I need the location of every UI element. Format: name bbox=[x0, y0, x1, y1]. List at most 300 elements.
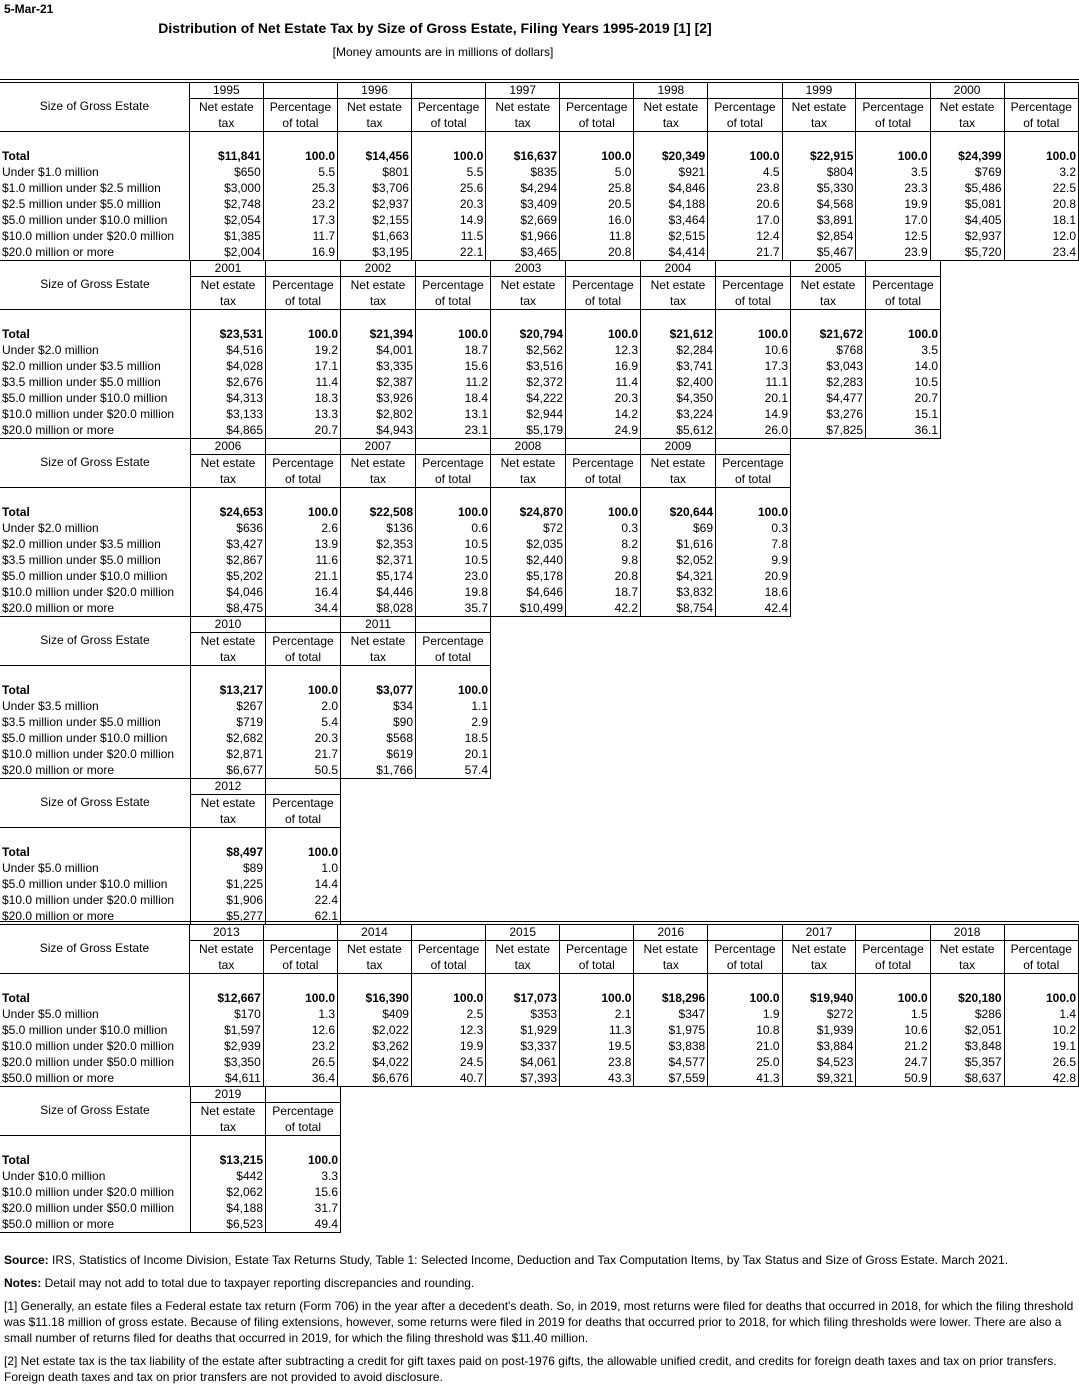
percentage-header: Percentage bbox=[716, 277, 791, 294]
spacer-cell bbox=[0, 974, 189, 991]
net-estate-tax-header: Net estate bbox=[189, 99, 263, 116]
percentage-value: 2.5 bbox=[411, 1006, 485, 1022]
net-estate-tax-value: $4,523 bbox=[782, 1054, 856, 1070]
size-class-label: $50.0 million or more bbox=[0, 1070, 189, 1087]
percentage-value: 22.4 bbox=[266, 892, 341, 908]
net-estate-tax-value: $3,337 bbox=[486, 1038, 560, 1054]
spacer-cell bbox=[266, 1136, 341, 1153]
net-estate-tax-value: $442 bbox=[191, 1168, 266, 1184]
percentage-value: 100.0 bbox=[560, 148, 634, 164]
percentage-header: Percentage bbox=[266, 1103, 341, 1120]
net-estate-tax-value: $19,940 bbox=[782, 990, 856, 1006]
percentage-header: of total bbox=[716, 293, 791, 310]
net-estate-tax-value: $835 bbox=[486, 164, 560, 180]
net-estate-tax-value: $921 bbox=[634, 164, 708, 180]
percentage-value: 40.7 bbox=[411, 1070, 485, 1087]
net-estate-tax-value: $21,394 bbox=[341, 326, 416, 342]
spacer-cell bbox=[566, 488, 641, 505]
size-column-header bbox=[0, 616, 191, 666]
net-estate-tax-value: $17,073 bbox=[486, 990, 560, 1006]
net-estate-tax-value: $10,499 bbox=[491, 600, 566, 617]
spacer-cell bbox=[189, 132, 263, 149]
net-estate-tax-value: $3,000 bbox=[189, 180, 263, 196]
percentage-value: 11.1 bbox=[716, 374, 791, 390]
percentage-header: Percentage bbox=[416, 633, 491, 650]
table-row bbox=[0, 1200, 341, 1216]
net-estate-tax-value: $619 bbox=[341, 746, 416, 762]
percentage-value: 2.1 bbox=[560, 1006, 634, 1022]
year-header: 2000 bbox=[930, 82, 1004, 99]
net-estate-tax-value: $4,061 bbox=[486, 1054, 560, 1070]
net-estate-tax-header: tax bbox=[491, 471, 566, 488]
year-header-blank bbox=[416, 438, 491, 455]
total-row bbox=[0, 682, 491, 698]
spacer-cell bbox=[930, 132, 1004, 149]
percentage-value: 19.1 bbox=[1004, 1038, 1078, 1054]
percentage-value: 23.4 bbox=[1004, 244, 1078, 261]
percentage-value: 100.0 bbox=[263, 148, 337, 164]
percentage-value: 5.5 bbox=[411, 164, 485, 180]
percentage-value: 18.7 bbox=[416, 342, 491, 358]
net-estate-tax-value: $804 bbox=[782, 164, 856, 180]
net-estate-tax-value: $2,004 bbox=[189, 244, 263, 261]
percentage-value: 8.2 bbox=[566, 536, 641, 552]
net-estate-tax-value: $3,043 bbox=[791, 358, 866, 374]
table-row bbox=[0, 746, 491, 762]
net-estate-tax-value: $4,577 bbox=[634, 1054, 708, 1070]
percentage-value: 36.1 bbox=[866, 422, 941, 439]
percentage-value: 11.3 bbox=[560, 1022, 634, 1038]
notes-note bbox=[4, 1275, 1074, 1291]
size-class-label: $5.0 million under $10.0 million bbox=[0, 390, 191, 406]
table-row bbox=[0, 860, 341, 876]
percentage-value: 100.0 bbox=[1004, 148, 1078, 164]
percentage-value: 10.8 bbox=[708, 1022, 782, 1038]
year-header: 2014 bbox=[338, 924, 412, 941]
percentage-header: Percentage bbox=[856, 99, 930, 116]
percentage-value: 10.5 bbox=[866, 374, 941, 390]
percentage-header: of total bbox=[866, 293, 941, 310]
spacer-cell bbox=[491, 488, 566, 505]
estate-tax-table bbox=[0, 438, 791, 617]
net-estate-tax-value: $4,001 bbox=[341, 342, 416, 358]
spacer-cell bbox=[266, 310, 341, 327]
table-row bbox=[0, 406, 941, 422]
net-estate-tax-value: $267 bbox=[191, 698, 266, 714]
net-estate-tax-value: $8,754 bbox=[641, 600, 716, 617]
table-row bbox=[0, 908, 341, 925]
net-estate-tax-header: tax bbox=[341, 471, 416, 488]
percentage-header: of total bbox=[708, 957, 782, 974]
net-estate-tax-header: Net estate bbox=[191, 633, 266, 650]
year-header: 2016 bbox=[634, 924, 708, 941]
percentage-value: 17.1 bbox=[266, 358, 341, 374]
spacer-cell bbox=[266, 666, 341, 683]
size-class-label: $3.5 million under $5.0 million bbox=[0, 552, 191, 568]
year-header-blank bbox=[1004, 924, 1078, 941]
net-estate-tax-value: $4,188 bbox=[634, 196, 708, 212]
net-estate-tax-value: $4,414 bbox=[634, 244, 708, 261]
net-estate-tax-value: $5,277 bbox=[191, 908, 266, 925]
percentage-value: 31.7 bbox=[266, 1200, 341, 1216]
net-estate-tax-value: $2,515 bbox=[634, 228, 708, 244]
percentage-header: of total bbox=[566, 471, 641, 488]
size-class-label: $20.0 million under $50.0 million bbox=[0, 1054, 189, 1070]
percentage-header: of total bbox=[856, 115, 930, 132]
net-estate-tax-header: Net estate bbox=[338, 99, 412, 116]
spacer-cell bbox=[782, 132, 856, 149]
percentage-header: of total bbox=[1004, 115, 1078, 132]
table-row bbox=[0, 1006, 1079, 1022]
year-row bbox=[0, 924, 1079, 941]
net-estate-tax-value: $170 bbox=[189, 1006, 263, 1022]
net-estate-tax-value: $4,516 bbox=[191, 342, 266, 358]
percentage-value: 10.6 bbox=[856, 1022, 930, 1038]
net-estate-tax-header: tax bbox=[486, 957, 560, 974]
spacer-cell bbox=[791, 310, 866, 327]
spacer-cell bbox=[634, 132, 708, 149]
table-row bbox=[0, 228, 1079, 244]
percentage-value: 7.8 bbox=[716, 536, 791, 552]
spacer-cell bbox=[708, 974, 782, 991]
net-estate-tax-value: $4,321 bbox=[641, 568, 716, 584]
size-class-label: $3.5 million under $5.0 million bbox=[0, 714, 191, 730]
source-text: IRS, Statistics of Income Division, Estate Tax Returns Study, Table 1: Selected Income, Deduction and Tax Computation Items, by Tax Status and Size of Gross Estate. March 2021. bbox=[48, 1253, 1009, 1267]
year-header: 2010 bbox=[191, 616, 266, 633]
size-column-label: Size of Gross Estate bbox=[40, 1103, 150, 1117]
percentage-value: 20.9 bbox=[716, 568, 791, 584]
percentage-value: 18.4 bbox=[416, 390, 491, 406]
percentage-value: 0.3 bbox=[716, 520, 791, 536]
year-header-blank bbox=[416, 616, 491, 633]
spacer-cell bbox=[189, 974, 263, 991]
estate-tax-table bbox=[0, 82, 1079, 261]
spacer-cell bbox=[416, 666, 491, 683]
net-estate-tax-value: $3,195 bbox=[338, 244, 412, 261]
table-row bbox=[0, 584, 791, 600]
spacer-cell bbox=[634, 974, 708, 991]
net-estate-tax-header: Net estate bbox=[930, 99, 1004, 116]
net-estate-tax-header: tax bbox=[791, 293, 866, 310]
net-estate-tax-value: $272 bbox=[782, 1006, 856, 1022]
net-estate-tax-value: $4,188 bbox=[191, 1200, 266, 1216]
percentage-value: 14.0 bbox=[866, 358, 941, 374]
net-estate-tax-value: $13,215 bbox=[191, 1152, 266, 1168]
percentage-header: of total bbox=[411, 957, 485, 974]
year-row bbox=[0, 82, 1079, 99]
net-estate-tax-value: $1,225 bbox=[191, 876, 266, 892]
size-class-label: $10.0 million under $20.0 million bbox=[0, 406, 191, 422]
net-estate-tax-value: $3,262 bbox=[338, 1038, 412, 1054]
percentage-header: of total bbox=[266, 649, 341, 666]
percentage-value: 21.2 bbox=[856, 1038, 930, 1054]
year-header: 2001 bbox=[191, 260, 266, 277]
net-estate-tax-header: Net estate bbox=[930, 941, 1004, 958]
size-class-label: $5.0 million under $10.0 million bbox=[0, 1022, 189, 1038]
net-estate-tax-value: $8,475 bbox=[191, 600, 266, 617]
net-estate-tax-value: $4,046 bbox=[191, 584, 266, 600]
percentage-value: 57.4 bbox=[416, 762, 491, 779]
size-class-label: $5.0 million under $10.0 million bbox=[0, 568, 191, 584]
year-header-blank bbox=[708, 82, 782, 99]
net-estate-tax-value: $5,357 bbox=[930, 1054, 1004, 1070]
percentage-value: 100.0 bbox=[1004, 990, 1078, 1006]
percentage-value: 22.1 bbox=[411, 244, 485, 261]
net-estate-tax-value: $3,832 bbox=[641, 584, 716, 600]
percentage-value: 24.5 bbox=[411, 1054, 485, 1070]
table-row bbox=[0, 600, 791, 617]
spacer-cell bbox=[411, 132, 485, 149]
net-estate-tax-value: $6,523 bbox=[191, 1216, 266, 1233]
net-estate-tax-value: $5,179 bbox=[491, 422, 566, 439]
net-estate-tax-value: $4,405 bbox=[930, 212, 1004, 228]
net-estate-tax-value: $3,276 bbox=[791, 406, 866, 422]
size-column-label: Size of Gross Estate bbox=[40, 795, 150, 809]
year-header-blank bbox=[266, 438, 341, 455]
spacer-cell bbox=[266, 488, 341, 505]
net-estate-tax-header: tax bbox=[641, 471, 716, 488]
percentage-value: 21.7 bbox=[266, 746, 341, 762]
net-estate-tax-value: $13,217 bbox=[191, 682, 266, 698]
net-estate-tax-value: $2,669 bbox=[486, 212, 560, 228]
percentage-value: 12.0 bbox=[1004, 228, 1078, 244]
percentage-value: 17.0 bbox=[856, 212, 930, 228]
spacer-cell bbox=[716, 488, 791, 505]
percentage-header: of total bbox=[416, 471, 491, 488]
spacer-cell bbox=[191, 1136, 266, 1153]
net-estate-tax-value: $22,508 bbox=[341, 504, 416, 520]
percentage-value: 20.7 bbox=[266, 422, 341, 439]
net-estate-tax-value: $2,051 bbox=[930, 1022, 1004, 1038]
spacer-cell bbox=[641, 488, 716, 505]
net-estate-tax-header: tax bbox=[486, 115, 560, 132]
size-class-label: Under $3.5 million bbox=[0, 698, 191, 714]
net-estate-tax-value: $1,929 bbox=[486, 1022, 560, 1038]
net-estate-tax-value: $2,802 bbox=[341, 406, 416, 422]
year-header-blank bbox=[266, 616, 341, 633]
percentage-value: 0.6 bbox=[416, 520, 491, 536]
percentage-value: 19.9 bbox=[856, 196, 930, 212]
net-estate-tax-value: $20,349 bbox=[634, 148, 708, 164]
year-block bbox=[0, 924, 1079, 1087]
percentage-value: 1.9 bbox=[708, 1006, 782, 1022]
percentage-value: 13.3 bbox=[266, 406, 341, 422]
net-estate-tax-value: $3,464 bbox=[634, 212, 708, 228]
table-row bbox=[0, 1054, 1079, 1070]
net-estate-tax-value: $16,390 bbox=[338, 990, 412, 1006]
percentage-value: 100.0 bbox=[266, 1152, 341, 1168]
percentage-header: of total bbox=[411, 115, 485, 132]
percentage-value: 19.8 bbox=[416, 584, 491, 600]
table-row bbox=[0, 568, 791, 584]
percentage-value: 50.9 bbox=[856, 1070, 930, 1087]
percentage-header: of total bbox=[416, 293, 491, 310]
year-block bbox=[0, 438, 791, 617]
net-estate-tax-value: $719 bbox=[191, 714, 266, 730]
table-row bbox=[0, 244, 1079, 261]
net-estate-tax-value: $2,035 bbox=[491, 536, 566, 552]
size-class-label: Under $2.0 million bbox=[0, 520, 191, 536]
percentage-header: Percentage bbox=[416, 455, 491, 472]
percentage-value: 35.7 bbox=[416, 600, 491, 617]
year-header-blank bbox=[708, 924, 782, 941]
net-estate-tax-value: $4,313 bbox=[191, 390, 266, 406]
net-estate-tax-value: $16,637 bbox=[486, 148, 560, 164]
net-estate-tax-value: $2,372 bbox=[491, 374, 566, 390]
percentage-value: 23.1 bbox=[416, 422, 491, 439]
footnotes bbox=[4, 1252, 1074, 1392]
net-estate-tax-value: $11,841 bbox=[189, 148, 263, 164]
year-block bbox=[0, 1086, 341, 1233]
year-header-blank bbox=[411, 82, 485, 99]
percentage-value: 18.7 bbox=[566, 584, 641, 600]
net-estate-tax-value: $769 bbox=[930, 164, 1004, 180]
percentage-value: 15.6 bbox=[266, 1184, 341, 1200]
net-estate-tax-value: $8,637 bbox=[930, 1070, 1004, 1087]
percentage-value: 21.0 bbox=[708, 1038, 782, 1054]
year-header: 2003 bbox=[491, 260, 566, 277]
size-class-label: $10.0 million under $20.0 million bbox=[0, 892, 191, 908]
percentage-value: 3.2 bbox=[1004, 164, 1078, 180]
net-estate-tax-value: $72 bbox=[491, 520, 566, 536]
net-estate-tax-value: $14,456 bbox=[338, 148, 412, 164]
footnote-2: [2] Net estate tax is the tax liability of the estate after subtracting a credit for gift taxes paid on post-1976 gifts, the allowable unified credit, and credits for foreign death taxes and tax on prior transfers. Foreign death taxes and tax on prior transfers are not provided to avoid disclosure. bbox=[4, 1354, 1057, 1384]
size-column-label: Size of Gross Estate bbox=[39, 99, 150, 113]
net-estate-tax-value: $20,644 bbox=[641, 504, 716, 520]
size-class-label: Total bbox=[0, 844, 191, 860]
net-estate-tax-value: $2,353 bbox=[341, 536, 416, 552]
net-estate-tax-value: $7,825 bbox=[791, 422, 866, 439]
year-header-blank bbox=[716, 260, 791, 277]
percentage-header: Percentage bbox=[416, 277, 491, 294]
year-header: 2005 bbox=[791, 260, 866, 277]
percentage-value: 11.2 bbox=[416, 374, 491, 390]
percentage-value: 100.0 bbox=[708, 990, 782, 1006]
year-header: 2013 bbox=[189, 924, 263, 941]
spacer-cell bbox=[641, 310, 716, 327]
percentage-value: 24.9 bbox=[566, 422, 641, 439]
size-column-header bbox=[0, 1086, 191, 1136]
year-header: 2018 bbox=[930, 924, 1004, 941]
report-date: 5-Mar-21 bbox=[4, 2, 54, 16]
net-estate-tax-header: Net estate bbox=[191, 277, 266, 294]
spacer-cell bbox=[491, 310, 566, 327]
net-estate-tax-value: $24,399 bbox=[930, 148, 1004, 164]
year-header: 2004 bbox=[641, 260, 716, 277]
percentage-value: 2.0 bbox=[266, 698, 341, 714]
net-estate-tax-value: $568 bbox=[341, 730, 416, 746]
size-column-header bbox=[0, 438, 191, 488]
net-estate-tax-value: $4,294 bbox=[486, 180, 560, 196]
net-estate-tax-value: $2,283 bbox=[791, 374, 866, 390]
percentage-header: Percentage bbox=[708, 99, 782, 116]
year-row bbox=[0, 778, 341, 795]
net-estate-tax-value: $768 bbox=[791, 342, 866, 358]
total-row bbox=[0, 844, 341, 860]
size-class-label: Under $5.0 million bbox=[0, 860, 191, 876]
percentage-value: 26.5 bbox=[263, 1054, 337, 1070]
percentage-value: 17.0 bbox=[708, 212, 782, 228]
size-class-label: Total bbox=[0, 504, 191, 520]
net-estate-tax-value: $3,133 bbox=[191, 406, 266, 422]
percentage-header: of total bbox=[416, 649, 491, 666]
percentage-value: 12.3 bbox=[566, 342, 641, 358]
net-estate-tax-value: $90 bbox=[341, 714, 416, 730]
year-row bbox=[0, 438, 791, 455]
percentage-value: 26.5 bbox=[1004, 1054, 1078, 1070]
net-estate-tax-value: $34 bbox=[341, 698, 416, 714]
net-estate-tax-value: $3,224 bbox=[641, 406, 716, 422]
year-block bbox=[0, 82, 1079, 261]
spacer-cell bbox=[0, 310, 191, 327]
percentage-value: 21.7 bbox=[708, 244, 782, 261]
net-estate-tax-value: $22,915 bbox=[782, 148, 856, 164]
net-estate-tax-value: $5,081 bbox=[930, 196, 1004, 212]
estate-tax-table bbox=[0, 1086, 341, 1233]
percentage-value: 13.9 bbox=[266, 536, 341, 552]
size-class-label: $10.0 million under $20.0 million bbox=[0, 746, 191, 762]
percentage-value: 36.4 bbox=[263, 1070, 337, 1087]
net-estate-tax-value: $3,741 bbox=[641, 358, 716, 374]
net-estate-tax-value: $3,838 bbox=[634, 1038, 708, 1054]
percentage-value: 100.0 bbox=[416, 504, 491, 520]
percentage-value: 11.4 bbox=[566, 374, 641, 390]
net-estate-tax-value: $409 bbox=[338, 1006, 412, 1022]
spacer-cell bbox=[566, 310, 641, 327]
net-estate-tax-value: $2,284 bbox=[641, 342, 716, 358]
percentage-value: 11.8 bbox=[560, 228, 634, 244]
percentage-value: 4.5 bbox=[708, 164, 782, 180]
percentage-header: of total bbox=[263, 115, 337, 132]
size-class-label: $2.5 million under $5.0 million bbox=[0, 196, 189, 212]
percentage-value: 12.4 bbox=[708, 228, 782, 244]
year-header: 2019 bbox=[191, 1086, 266, 1103]
year-header: 2008 bbox=[491, 438, 566, 455]
percentage-value: 10.5 bbox=[416, 536, 491, 552]
size-class-label: Under $2.0 million bbox=[0, 342, 191, 358]
spacer-cell bbox=[856, 132, 930, 149]
percentage-value: 1.4 bbox=[1004, 1006, 1078, 1022]
percentage-header: Percentage bbox=[856, 941, 930, 958]
net-estate-tax-header: Net estate bbox=[191, 455, 266, 472]
percentage-header: of total bbox=[1004, 957, 1078, 974]
net-estate-tax-value: $2,867 bbox=[191, 552, 266, 568]
size-class-label: $10.0 million under $20.0 million bbox=[0, 228, 189, 244]
percentage-value: 11.7 bbox=[263, 228, 337, 244]
net-estate-tax-value: $12,667 bbox=[189, 990, 263, 1006]
spacer-row bbox=[0, 310, 941, 327]
percentage-value: 100.0 bbox=[263, 990, 337, 1006]
notes-label: Notes: bbox=[4, 1276, 42, 1290]
percentage-value: 100.0 bbox=[416, 682, 491, 698]
table-row bbox=[0, 1022, 1079, 1038]
year-header-blank bbox=[560, 924, 634, 941]
net-estate-tax-header: tax bbox=[782, 957, 856, 974]
net-estate-tax-header: tax bbox=[634, 115, 708, 132]
size-class-label: Under $5.0 million bbox=[0, 1006, 189, 1022]
net-estate-tax-value: $24,653 bbox=[191, 504, 266, 520]
percentage-value: 3.5 bbox=[856, 164, 930, 180]
table-row bbox=[0, 698, 491, 714]
net-estate-tax-value: $5,174 bbox=[341, 568, 416, 584]
size-class-label: Total bbox=[0, 682, 191, 698]
net-estate-tax-value: $24,870 bbox=[491, 504, 566, 520]
net-estate-tax-header: Net estate bbox=[791, 277, 866, 294]
net-estate-tax-value: $136 bbox=[341, 520, 416, 536]
percentage-value: 1.3 bbox=[263, 1006, 337, 1022]
spacer-cell bbox=[0, 488, 191, 505]
net-estate-tax-header: tax bbox=[930, 957, 1004, 974]
